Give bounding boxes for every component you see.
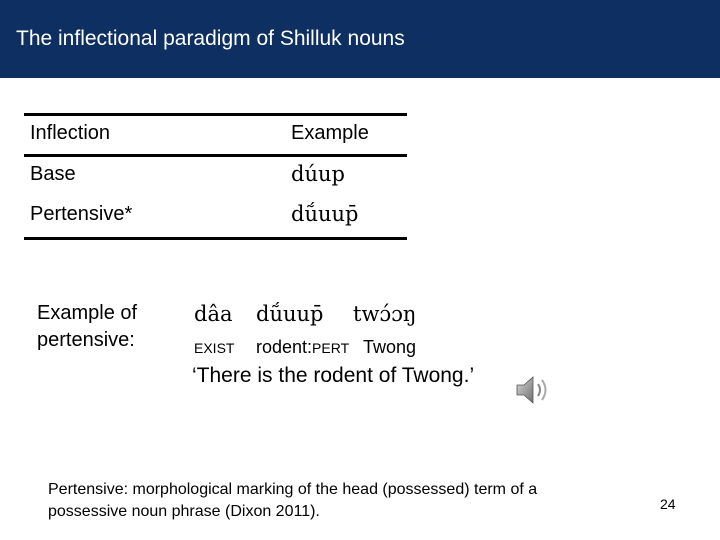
header-inflection: Inflection	[30, 122, 111, 144]
gloss-exist: EXIST	[194, 340, 235, 356]
example-label-line1: Example of	[37, 302, 138, 324]
example-pertensive: dṹuup̄	[291, 202, 359, 226]
footnote: Pertensive: morphological marking of the head (possessed) term of a possessive noun phrase (Dixon 2011).	[48, 481, 538, 520]
example-label	[37, 300, 137, 354]
gloss-pert: PERT	[312, 340, 350, 356]
example-label-line2: pertensive:	[37, 329, 135, 351]
example-word-exist: dâa	[194, 302, 233, 326]
table-row	[24, 157, 407, 197]
header-example: Example	[291, 122, 369, 144]
example-word-rodent: dṹuup̄	[256, 302, 324, 326]
example-translation: ‘There is the rodent of Twong.’	[192, 364, 475, 387]
inflection-base: Base	[30, 163, 76, 185]
inflection-pertensive: Pertensive*	[30, 203, 133, 225]
title-bar	[0, 0, 720, 78]
paradigm-table	[24, 113, 407, 240]
example-word-twong: twɔ́ɔŋ	[353, 302, 417, 326]
page-number: 24	[660, 496, 676, 512]
gloss-twong: Twong	[363, 337, 417, 357]
table-row	[24, 197, 407, 237]
table-header-row	[24, 116, 407, 157]
slide-title: The inflectional paradigm of Shilluk nouns	[16, 27, 405, 50]
gloss-rodent-word: rodent:	[256, 337, 313, 357]
gloss-rodent	[256, 337, 349, 358]
speaker-icon[interactable]	[514, 373, 554, 407]
example-base: dúup	[291, 162, 345, 186]
